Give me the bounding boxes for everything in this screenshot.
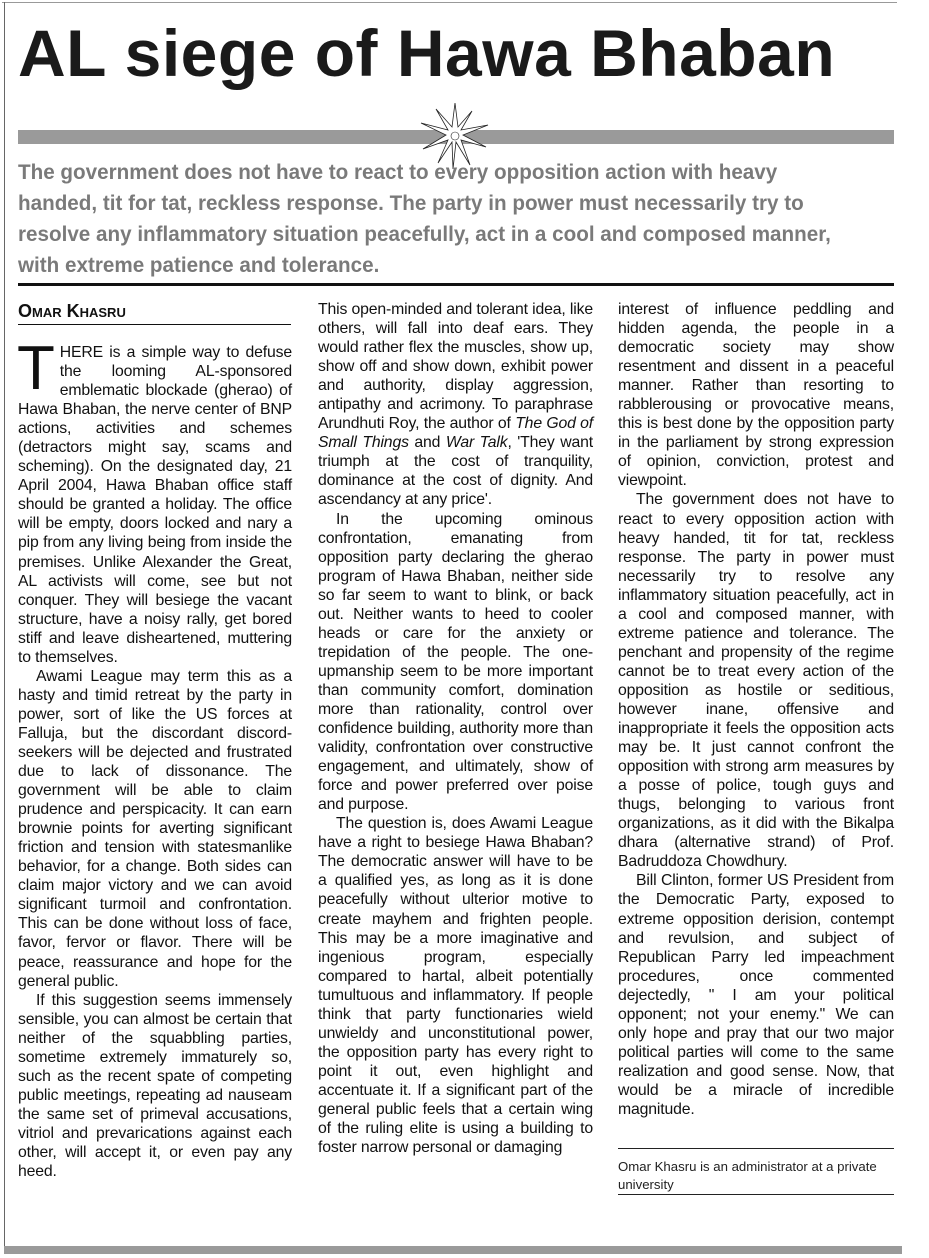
paragraph: If this suggestion seems immensely sensible, you can almost be certain that neither of the squabbling parties, sometime extremely immaturely so, such as the recent spate of competing public meetings, repeating ad nauseam the same set of primeval accusations, vitriol and prevarications against each other, will accept it, or even pay any heed.: [18, 991, 292, 1181]
column-2: [318, 300, 593, 1157]
byline: Omar Khasru: [18, 301, 126, 321]
paragraph: Awami League may term this as a hasty and timid retreat by the party in power, sort of like the US forces at Falluja, but the discordant discord-seekers will be dejected and frustrated due to lack of dissonance. The government will be able to claim prudence and perspicacity. It can earn brownie points for averting significant friction and tension with statesmanlike behavior, for a change. Both sides can claim major victory and we can avoid significant turmoil and confrontation. This can be done without loss of face, favor, fervor or flavor. There will be peace, reassurance and hope for the general public.: [18, 667, 292, 990]
book-title: The God of Small Things: [318, 415, 594, 452]
column-1: [17, 334, 292, 1181]
paragraph-text: , 'They want triumph at the cost of tranquility, dominance at the cost of dignity. And ascendancy at any price'.: [318, 434, 593, 509]
paragraph-text: HERE is a simple way to defuse the looming AL-sponsored emblematic blockade (gherao) of Hawa Bhaban, the nerve center of BNP actions, activities and schemes (detractors might say, scams and scheming). On the designated day, 21 April 2004, Hawa Bhaban office staff should be granted a holiday. The office will be empty, doors locked and nary a pip from any living being from inside the premises. Unlike Alexander the Great, AL activists will come, see but not conquer. They will besiege the vacant structure, have a noisy rally, get bored stiff and leave disheartened, muttering to themselves.: [18, 344, 292, 666]
paragraph: In the upcoming ominous confrontation, emanating from opposition party declaring the gherao program of Hawa Bhaban, neither side so far seem to want to blink, or back out. Neither wants to heed to cooler heads or care for the anxiety or trepidation of the people. The one-upmanship seem to be more important than community comfort, domination more than rationality, control over confidence building, authority more than validity, confrontation over constructive engagement, and ultimately, show of force and power preferred over poise and purpose.: [318, 510, 593, 814]
author-bio: Omar Khasru is an administrator at a private university: [618, 1159, 877, 1192]
paragraph: interest of influence peddling and hidden agenda, the people in a democratic society may show resentment and dissent in a peaceful manner. Rather than resorting to rabblerousing or provocative means, this is best done by the opposition party in the parliament by strong expression of opinion, conviction, protest and viewpoint.: [618, 301, 894, 490]
top-rule: [2, 2, 897, 3]
column-3: [618, 300, 894, 1119]
paragraph-text: and: [408, 434, 446, 452]
headline: AL siege of Hawa Bhaban: [18, 16, 836, 90]
deck-summary: The government does not have to react to every opposition action with heavy handed, tit for tat, reckless response. The party in power must necessarily try to resolve any inflammatory situation peacefully, act in a cool and composed manner, with extreme patience and tolerance.: [18, 160, 831, 277]
paragraph: The question is, does Awami League have a right to besiege Hawa Bhaban? The democratic answer will have to be a qualified yes, as long as it is done peacefully without ulterior motive to create mayhem and frighten people. This may be a more imaginative and ingenious program, especially compared to hartal, albeit potentially tumultuous and inflammatory. If people think that party functionaries wield unwieldy and unconstitutional power, the opposition party has every right to point it out, even highlight and accentuate it. If a significant part of the general public feels that a certain wing of the ruling elite is using a building to foster narrow personal or damaging: [318, 815, 593, 1157]
byline-rule: [18, 324, 291, 325]
left-rule: [4, 2, 5, 1252]
bio-rule-bottom: [618, 1194, 894, 1195]
drop-cap: T: [17, 334, 55, 403]
paragraph: [17, 334, 292, 667]
bottom-rule: [4, 1246, 902, 1254]
paragraph: Bill Clinton, former US President from the Democratic Party, exposed to extreme opposition derision, contempt and revulsion, and subject of Republican Parry led impeachment procedures, once commented dejectedly, " I am your political opponent; not your enemy." We can only hope and pray that our two major political parties will come to the same realization and good sense. Now, that would be a miracle of incredible magnitude.: [618, 872, 894, 1118]
bio-rule-top: [618, 1148, 894, 1149]
paragraph: The government does not have to react to every opposition action with heavy handed, tit for tat, reckless response. The party in power must necessarily try to resolve any inflammatory situation peacefully, act in a cool and composed manner, with extreme patience and tolerance. The penchant and propensity of the regime cannot be to treat every action of the opposition as hostile or seditious, however inane, offensive and inappropriate it feels the opposition acts may be. It just cannot confront the opposition with strong arm measures by a posse of police, tough guys and thugs, belonging to various front organizations, as it did with the Bikalpa dhara (alternative strand) of Prof. Badruddoza Chowdhury.: [618, 491, 894, 871]
book-title: War Talk: [445, 434, 508, 452]
paragraph: [318, 300, 593, 510]
paragraph-text: This open-minded and tolerant idea, like others, will fall into deaf ears. They would rather flex the muscles, show up, show off and show down, exhibit power and authority, display aggression, antipathy and acrimony. To paraphrase Arundhuti Roy, the author of: [318, 301, 594, 433]
deck-rule: [18, 283, 894, 286]
